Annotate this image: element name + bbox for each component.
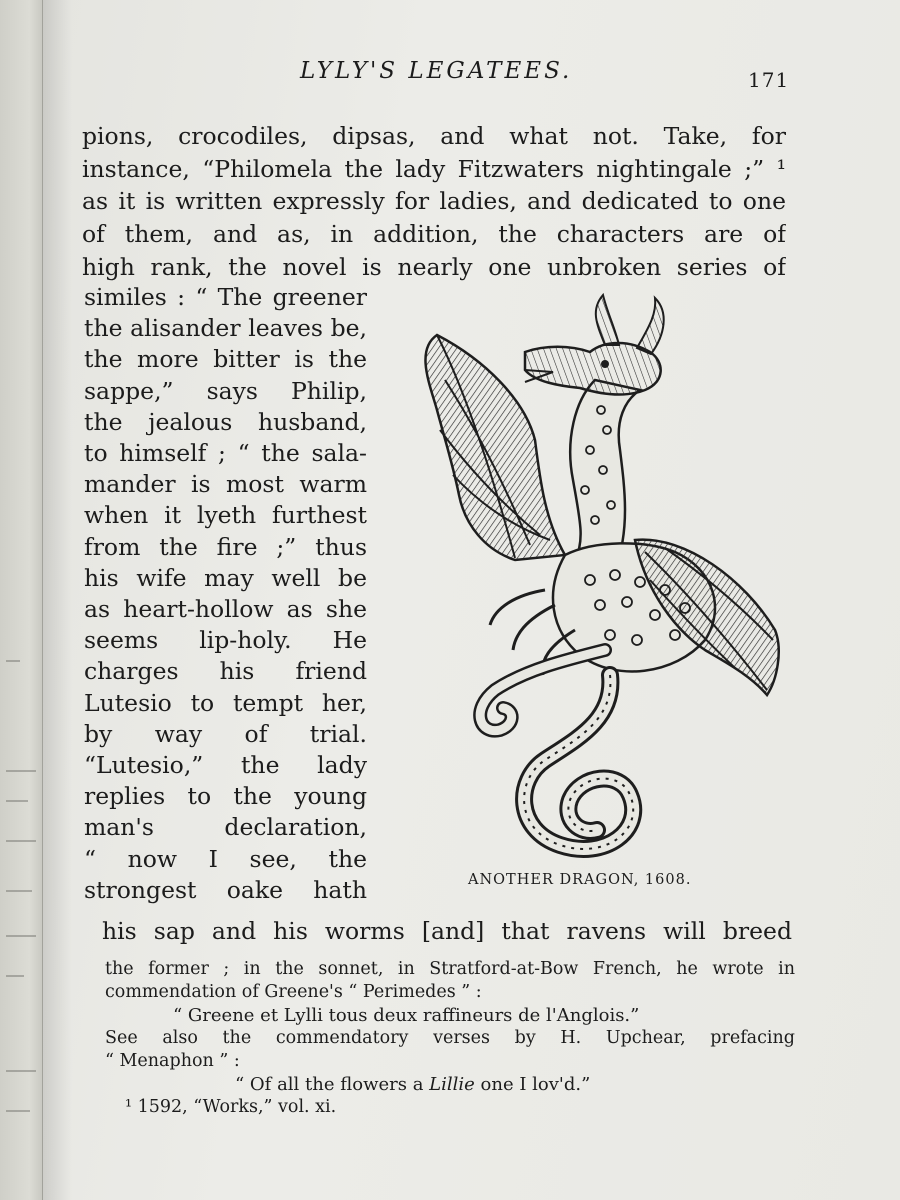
dragon-woodcut-icon <box>375 290 795 870</box>
footnote-line: See also the commendatory verses by H. Upchear, prefacing <box>105 1028 795 1048</box>
body-text-column <box>84 282 367 906</box>
bleed-mark <box>6 935 36 937</box>
footnote-line: commendation of Greene's “ Perimedes ” : <box>105 982 482 1002</box>
footnote-line: “ Menaphon ” : <box>105 1051 240 1071</box>
text-line: as it is written expressly for ladies, and dedicated to one <box>82 187 786 216</box>
text-line: man's declaration, <box>84 813 367 842</box>
bleed-mark <box>6 770 36 772</box>
text-line: “Lutesio,” the lady <box>84 751 367 780</box>
text-line: by way of trial. <box>84 719 367 748</box>
text-line: strongest oake hath <box>84 875 367 904</box>
text-line: Lutesio to tempt her, <box>84 688 367 717</box>
footnote-mark: ¹ <box>125 1097 133 1117</box>
text-line: his wife may well be <box>84 563 367 592</box>
text-line: mander is most warm <box>84 470 367 499</box>
body-text-full-width <box>82 120 786 284</box>
text-line: from the fire ;” thus <box>84 532 367 561</box>
text-line: high rank, the novel is nearly one unbroken series of <box>82 252 786 281</box>
footnote-line: the former ; in the sonnet, in Stratford-at-Bow French, he wrote in <box>105 959 795 979</box>
text-line: to himself ; “ the sala- <box>84 439 367 468</box>
footnotes <box>105 958 795 1119</box>
bleed-mark <box>6 800 28 802</box>
text-line: charges his friend <box>84 657 367 686</box>
text-line: similes : “ The greener <box>84 283 367 311</box>
text-line: the jealous husband, <box>84 407 367 436</box>
bleed-mark <box>6 840 36 842</box>
footnote-text: 1592, “Works,” vol. xi. <box>132 1097 337 1117</box>
text-line: pions, crocodiles, dipsas, and what not. Take, for <box>82 122 786 150</box>
footnote-quote: “ Greene et Lylli tous deux raffineurs de l'Anglois.” <box>173 1005 640 1026</box>
quote-italic: Lillie <box>429 1074 475 1095</box>
text-line: as heart-hollow as she <box>84 595 367 624</box>
text-line: sappe,” says Philip, <box>84 376 367 405</box>
figure-caption: ANOTHER DRAGON, 1608. <box>468 872 692 888</box>
bleed-mark <box>6 1070 36 1072</box>
footnote-quote <box>105 1073 795 1096</box>
bleed-mark <box>6 975 24 977</box>
quote-text: one I lov'd.” <box>474 1074 591 1095</box>
text-line: instance, “Philomela the lady Fitzwaters nightingale ;” ¹ <box>82 154 786 183</box>
bleed-mark <box>6 660 20 662</box>
bleed-mark <box>6 890 32 892</box>
text-line: “ now I see, the <box>84 844 367 873</box>
text-line: of them, and as, in addition, the characters are of <box>82 220 786 249</box>
footnote-entry <box>105 1096 795 1119</box>
facing-page-edge <box>0 0 43 1200</box>
text-line: the alisander leaves be, <box>84 314 367 343</box>
page-number: 171 <box>748 68 790 92</box>
text-line: the more bitter is the <box>84 345 367 374</box>
bleed-mark <box>6 1110 30 1112</box>
text-line: when it lyeth furthest <box>84 501 367 530</box>
running-header: LYLY'S LEGATEES. <box>300 58 573 84</box>
text-line: replies to the young <box>84 782 367 811</box>
quote-text: “ Of all the flowers a <box>235 1074 430 1095</box>
book-page <box>50 0 900 1200</box>
text-line: seems lip-holy. He <box>84 626 367 655</box>
body-text-last-line: his sap and his worms [and] that ravens will breed <box>102 917 792 945</box>
